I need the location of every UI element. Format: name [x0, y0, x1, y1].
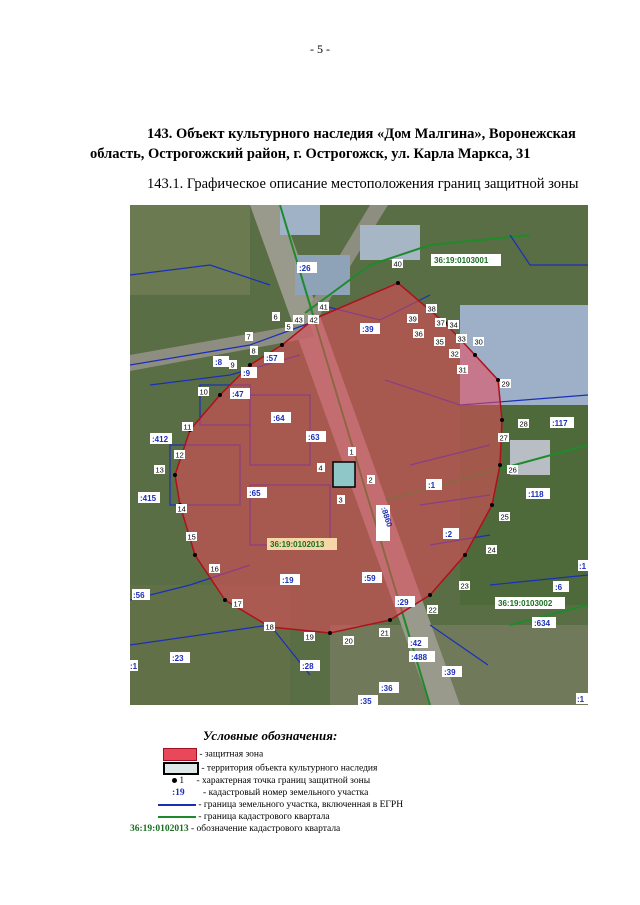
- point-label: [182, 422, 193, 432]
- object-heading: [90, 124, 610, 164]
- parcel-label: [526, 488, 550, 499]
- legend-object: [130, 762, 377, 775]
- page-number: - 5 -: [310, 42, 330, 56]
- parcel-label: [358, 695, 378, 705]
- svg-text:5: 5: [286, 322, 291, 332]
- svg-text::29: :29: [397, 598, 409, 607]
- legend-quarter-sample: 36:19:0102013: [130, 824, 189, 834]
- svg-text:32: 32: [450, 349, 459, 359]
- legend-parcel-sample: :19: [172, 788, 185, 798]
- svg-text::634: :634: [534, 619, 551, 628]
- svg-text:24: 24: [487, 545, 496, 555]
- point-label: [379, 628, 390, 638]
- object-swatch: [163, 762, 199, 775]
- svg-text:34: 34: [449, 320, 458, 330]
- svg-text:37: 37: [436, 318, 445, 328]
- svg-text:29: 29: [501, 379, 510, 389]
- point-label: [473, 337, 484, 347]
- point-label: [426, 304, 437, 314]
- building: [295, 255, 350, 295]
- parcel-label: [297, 262, 317, 273]
- legend-parcel-border: [130, 799, 403, 811]
- point-label: [486, 545, 497, 555]
- parcel-label: [362, 572, 382, 583]
- heading-line-2: область, Острогожский район, г. Острогожск, ул. Карла Маркса, 31: [90, 146, 531, 162]
- legend-parcel: [130, 787, 368, 799]
- svg-text:40: 40: [393, 259, 402, 269]
- point-label: [186, 532, 197, 542]
- point-label: [318, 302, 329, 312]
- point-label: [264, 622, 275, 632]
- svg-text:36:19:0103002: 36:19:0103002: [498, 599, 553, 608]
- legend-zone-text: - защитная зона: [199, 749, 264, 760]
- svg-text:35: 35: [435, 337, 444, 347]
- svg-text:15: 15: [187, 532, 196, 542]
- svg-text:18: 18: [265, 622, 274, 632]
- point-label: [413, 329, 424, 339]
- svg-text:8: 8: [251, 346, 256, 356]
- point-label: [392, 259, 403, 269]
- svg-text::26: :26: [299, 264, 311, 273]
- svg-text:12: 12: [175, 450, 184, 460]
- svg-text::1: :1: [579, 562, 587, 571]
- parcel-label: [408, 637, 428, 648]
- point-label: [500, 379, 511, 389]
- svg-text:42: 42: [309, 315, 318, 325]
- legend-point-sample: 1: [179, 776, 185, 786]
- svg-text:36: 36: [414, 329, 423, 339]
- svg-text:22: 22: [428, 605, 437, 615]
- point-label: [174, 450, 185, 460]
- svg-text::35: :35: [360, 697, 372, 705]
- svg-text:36:19:0103001: 36:19:0103001: [434, 256, 489, 265]
- svg-text::415: :415: [140, 494, 157, 503]
- svg-text:43: 43: [294, 315, 303, 325]
- svg-text::42: :42: [410, 639, 422, 648]
- parcel-label: [409, 651, 435, 662]
- parcel-label: [553, 581, 569, 592]
- svg-text:39: 39: [408, 314, 417, 324]
- legend-parcel-border-text: - граница земельного участка, включенная в ЕГРН: [198, 800, 404, 810]
- point-label: [407, 314, 418, 324]
- svg-text::8: :8: [215, 358, 223, 367]
- svg-text:26: 26: [508, 465, 517, 475]
- svg-text:20: 20: [344, 636, 353, 646]
- parcel-label: [442, 666, 462, 677]
- svg-text:25: 25: [500, 512, 509, 522]
- svg-text::19: :19: [282, 576, 294, 585]
- point-label: [343, 636, 354, 646]
- parcel-label: [576, 693, 588, 704]
- svg-text:16: 16: [210, 564, 219, 574]
- svg-text::488: :488: [411, 653, 428, 662]
- svg-text::1: :1: [130, 662, 138, 671]
- svg-text:41: 41: [319, 302, 328, 312]
- svg-text::23: :23: [172, 654, 184, 663]
- point-label: [308, 315, 319, 325]
- quarter-border-swatch: [158, 816, 196, 818]
- heritage-object-territory: [333, 462, 355, 487]
- zone-swatch: [163, 748, 197, 761]
- svg-text:27: 27: [499, 433, 508, 443]
- svg-text::56: :56: [133, 591, 145, 600]
- svg-text:9: 9: [230, 360, 235, 370]
- svg-text::117: :117: [552, 419, 568, 428]
- point-label: [229, 360, 237, 370]
- parcel-label: [379, 682, 399, 693]
- heading-line-1: 143. Объект культурного наследия «Дом Малгина», Воронежская: [147, 126, 576, 142]
- legend-point-text: - характерная точка границ защитной зоны: [196, 776, 371, 786]
- svg-text:2: 2: [368, 475, 373, 485]
- parcel-label: [150, 433, 172, 444]
- point-label: [518, 419, 529, 429]
- svg-text:30: 30: [474, 337, 483, 347]
- point-label: [434, 337, 445, 347]
- svg-text:38: 38: [427, 304, 436, 314]
- parcel-label: [132, 589, 150, 600]
- quarter-label: [431, 254, 501, 266]
- parcel-label: [280, 574, 300, 585]
- svg-text:3: 3: [338, 495, 343, 505]
- point-label: [250, 346, 258, 356]
- svg-text::412: :412: [152, 435, 169, 444]
- svg-text:28: 28: [519, 419, 528, 429]
- parcel-label: [300, 660, 320, 671]
- svg-text::6: :6: [555, 583, 563, 592]
- legend-quarter-border-text: - граница кадастрового квартала: [198, 812, 330, 822]
- parcel-label: [264, 352, 284, 363]
- svg-text:21: 21: [380, 628, 389, 638]
- legend-title: Условные обозначения:: [203, 728, 338, 743]
- point-label: [498, 433, 509, 443]
- point-label: [448, 320, 459, 330]
- svg-text:13: 13: [155, 465, 164, 475]
- svg-text:11: 11: [183, 422, 192, 432]
- legend-quarter: [130, 823, 340, 835]
- point-label: [285, 322, 293, 332]
- svg-text::1: :1: [428, 481, 436, 490]
- svg-text:17: 17: [233, 599, 242, 609]
- point-label: [507, 465, 518, 475]
- point-label: [293, 315, 304, 325]
- point-label: [456, 334, 467, 344]
- svg-text::57: :57: [266, 354, 278, 363]
- svg-text:31: 31: [458, 365, 467, 375]
- point-label: [499, 512, 510, 522]
- svg-text::9: :9: [243, 369, 251, 378]
- point-label: [317, 463, 325, 473]
- point-label: [435, 318, 446, 328]
- map-svg: [130, 205, 588, 705]
- parcel-label: [230, 388, 250, 399]
- svg-text:7: 7: [246, 332, 251, 342]
- svg-text::8860: :8860: [379, 505, 394, 529]
- parcel-label: [213, 356, 229, 367]
- parcel-label: [426, 479, 442, 490]
- legend-quarter-border: [130, 811, 330, 823]
- point-label: [459, 581, 470, 591]
- svg-text:23: 23: [460, 581, 469, 591]
- point-label: [176, 504, 187, 514]
- svg-text::28: :28: [302, 662, 314, 671]
- parcel-border-swatch: [158, 804, 196, 806]
- svg-text:36:19:0102013: 36:19:0102013: [270, 540, 325, 549]
- svg-text::1: :1: [577, 695, 585, 704]
- svg-text::64: :64: [273, 414, 285, 423]
- point-swatch: [172, 778, 177, 783]
- parcel-label: [443, 528, 459, 539]
- parcel-label: [578, 560, 588, 571]
- point-label: [457, 365, 468, 375]
- svg-text::118: :118: [528, 490, 544, 499]
- point-label: [367, 475, 375, 485]
- legend-zone: [130, 748, 263, 761]
- svg-text::39: :39: [444, 668, 456, 677]
- point-label: [245, 332, 253, 342]
- parcel-label: [241, 367, 257, 378]
- svg-text::63: :63: [308, 433, 320, 442]
- svg-text::47: :47: [232, 390, 244, 399]
- protection-zone-map: [130, 205, 588, 705]
- point-label: [337, 495, 345, 505]
- legend-point: [130, 775, 370, 787]
- point-label: [198, 387, 209, 397]
- point-label: [427, 605, 438, 615]
- parcel-label: [360, 323, 380, 334]
- parcel-label: [550, 417, 574, 428]
- svg-text:1: 1: [349, 447, 354, 457]
- point-label: [449, 349, 460, 359]
- svg-text::2: :2: [445, 530, 453, 539]
- parcel-label: [395, 596, 415, 607]
- parcel-label: [138, 492, 160, 503]
- point-label: [272, 312, 280, 322]
- parcel-label: [271, 412, 291, 423]
- parcel-label: [247, 487, 267, 498]
- parcel-label: [170, 652, 190, 663]
- svg-text::39: :39: [362, 325, 374, 334]
- svg-text::59: :59: [364, 574, 376, 583]
- point-label: [154, 465, 165, 475]
- point-label: [348, 447, 356, 457]
- point-label: [209, 564, 220, 574]
- parcel-label: [532, 617, 556, 628]
- svg-text:10: 10: [199, 387, 208, 397]
- quarter-label: [267, 538, 337, 550]
- svg-text:19: 19: [305, 632, 314, 642]
- svg-text:14: 14: [177, 504, 186, 514]
- legend-object-text: - территория объекта культурного наследия: [201, 763, 378, 774]
- legend-quarter-text: - обозначение кадастрового квартала: [190, 824, 341, 834]
- legend-parcel-text: - кадастровый номер земельного участка: [203, 788, 369, 798]
- svg-text::36: :36: [381, 684, 393, 693]
- parcel-label: [306, 431, 326, 442]
- svg-text:6: 6: [273, 312, 278, 322]
- quarter-label: [495, 597, 565, 609]
- svg-text:33: 33: [457, 334, 466, 344]
- parcel-label: [130, 660, 138, 671]
- point-label: [304, 632, 315, 642]
- point-label: [232, 599, 243, 609]
- section-subheading: 143.1. Графическое описание местоположения границ защитной зоны: [147, 176, 579, 192]
- svg-text:4: 4: [318, 463, 323, 473]
- svg-text::65: :65: [249, 489, 261, 498]
